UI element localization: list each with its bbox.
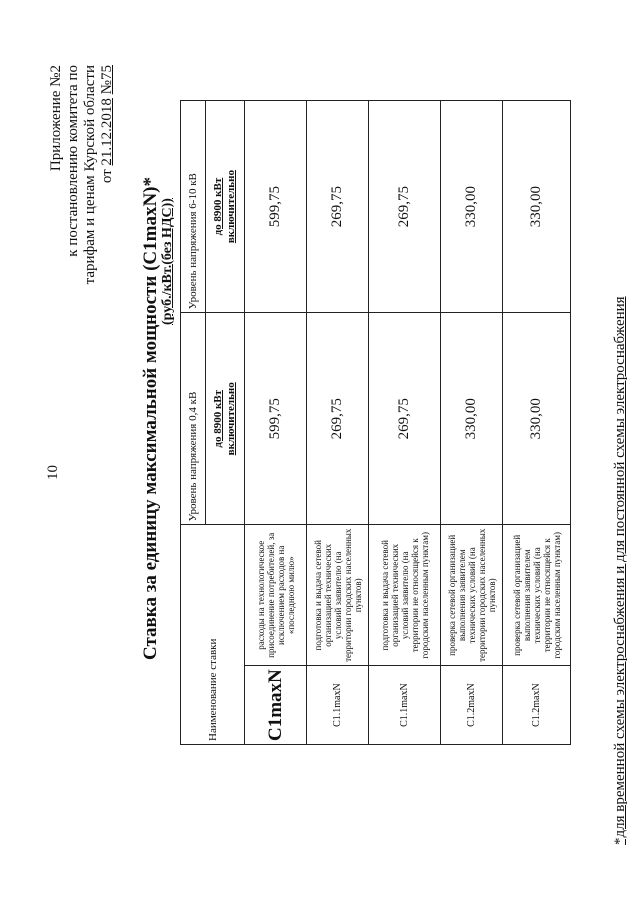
- subheader-level-6-10-line2: включительно: [225, 170, 237, 244]
- subheader-level-6-10: [206, 101, 245, 313]
- rate-value-6-10: 599,75: [245, 101, 307, 313]
- table-row: [245, 101, 307, 745]
- appendix-line-3: тарифам и ценам Курской области: [82, 65, 98, 285]
- rate-code: C1.1maxN: [369, 666, 441, 745]
- rate-description: подготовка и выдача сетевой организацией технических условий заявителю (на территории не относящейся к городским населенным пунктам): [369, 525, 441, 666]
- footnote: *для временной схемы электроснабжения и для постоянной схемы электроснабжения: [612, 296, 628, 845]
- table-header-row: [181, 101, 206, 745]
- rate-value-04: 269,75: [307, 313, 369, 525]
- rate-description: проверка сетевой организацией выполнения заявителем технических условий (на территории не относящейся к городским населенным пунктам): [503, 525, 571, 666]
- page-number: 10: [45, 465, 61, 480]
- rate-description: подготовка и выдача сетевой организацией технических условий заявителю (на территории городских населенных пунктов): [307, 525, 369, 666]
- appendix-header: [48, 65, 116, 345]
- table-row: [441, 101, 503, 745]
- rate-description: расходы на технологическое присоединение потребителей, за исключением расходов на «последнюю милю»: [245, 525, 307, 666]
- rate-value-6-10: 269,75: [307, 101, 369, 313]
- rate-value-04: 330,00: [503, 313, 571, 525]
- subheader-level-04-line2: включительно: [225, 382, 237, 456]
- subheader-level-6-10-line1: до 8900 кВт: [212, 177, 224, 236]
- appendix-line-2: к постановлению комитета по: [65, 65, 81, 257]
- appendix-date-prefix: от: [99, 165, 115, 184]
- table-row: [307, 101, 369, 745]
- subheader-level-04: [206, 313, 245, 525]
- header-level-04: Уровень напряжения 0,4 кВ: [181, 313, 206, 525]
- rate-description: проверка сетевой организацией выполнения заявителем технических условий (на территории городских населенных пунктов): [441, 525, 503, 666]
- rate-value-6-10: 269,75: [369, 101, 441, 313]
- document-subtitle: (руб./кВт.(без НДС)): [160, 198, 175, 325]
- rate-code: C1.1maxN: [307, 666, 369, 745]
- rate-value-04: 330,00: [441, 313, 503, 525]
- document-title: Ставка за единицу максимальной мощности (С1maxN)*: [140, 177, 161, 660]
- header-level-6-10: Уровень напряжения 6-10 кВ: [181, 101, 206, 313]
- appendix-date: 21.12.2018: [99, 98, 115, 166]
- rates-table: [180, 100, 571, 745]
- rate-code: C1.2maxN: [503, 666, 571, 745]
- rate-code: C1.2maxN: [441, 666, 503, 745]
- rate-value-6-10: 330,00: [503, 101, 571, 313]
- rate-value-6-10: 330,00: [441, 101, 503, 313]
- header-rate-name: Наименование ставки: [181, 525, 245, 745]
- appendix-line-4: [99, 65, 116, 345]
- subheader-level-04-line1: до 8900 кВт: [212, 389, 224, 448]
- table-row: [503, 101, 571, 745]
- table-row: [369, 101, 441, 745]
- rate-value-04: 269,75: [369, 313, 441, 525]
- appendix-line-1: Приложение №2: [48, 65, 64, 172]
- rate-code: C1maxN: [245, 666, 307, 745]
- rate-value-04: 599,75: [245, 313, 307, 525]
- appendix-number: №75: [99, 65, 115, 95]
